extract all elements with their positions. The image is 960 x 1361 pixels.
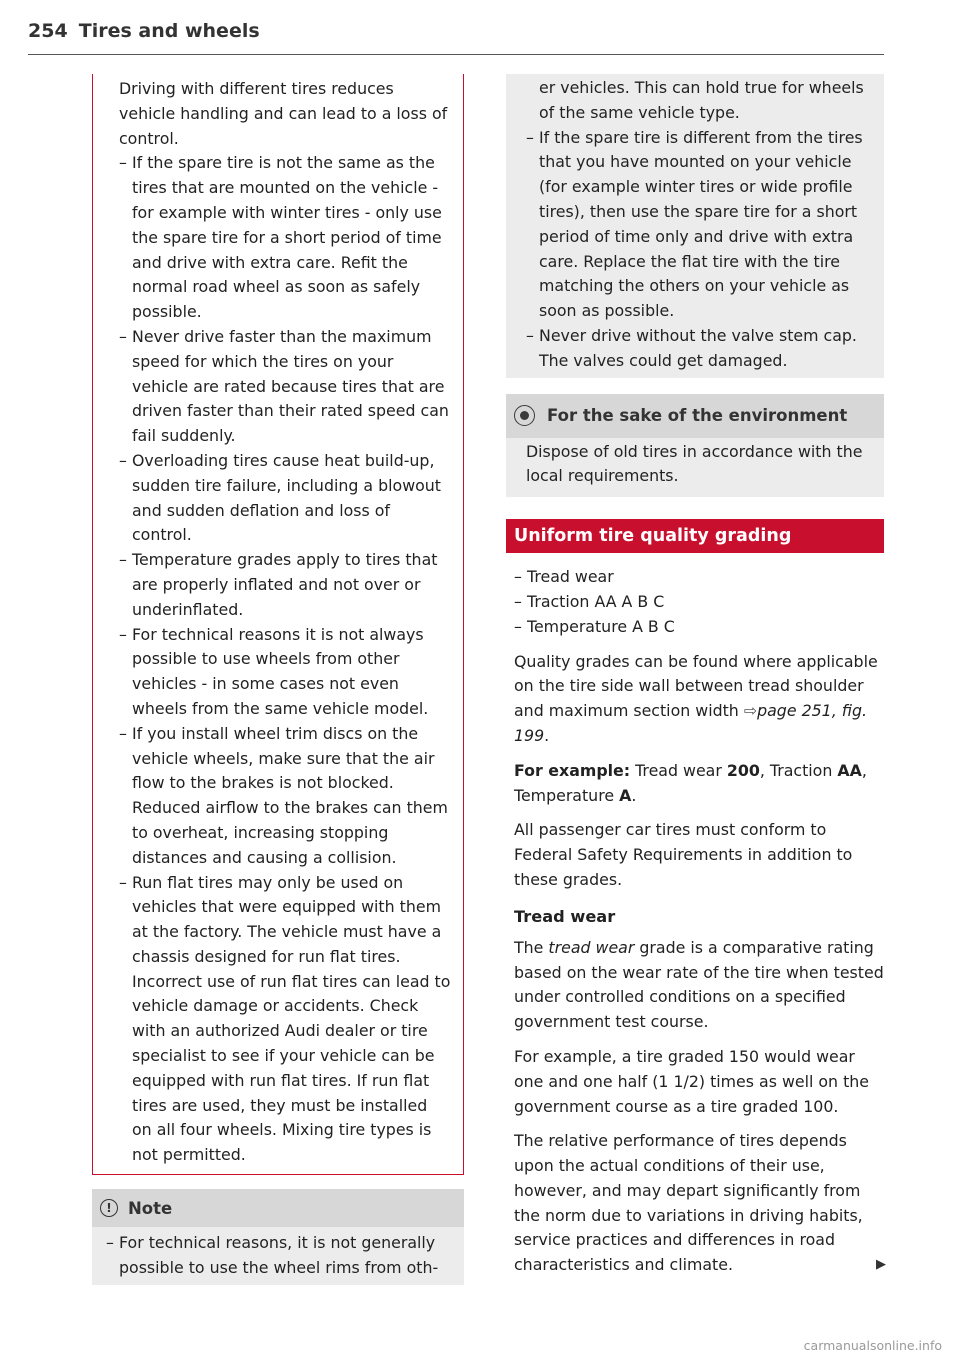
federal-paragraph: All passenger car tires must conform to Federal Safety Requirements in addition to these grades. xyxy=(514,820,853,889)
example-label: For example: xyxy=(514,760,631,780)
environment-icon xyxy=(514,405,535,426)
tread-wear-heading: Tread wear xyxy=(514,906,616,926)
warning-box xyxy=(92,74,464,1175)
note-label: Note xyxy=(128,1198,173,1218)
warning-item: – Overloading tires cause heat build-up, sudden tire failure, including a blowout and sudden deflation and loss of control. xyxy=(119,449,451,548)
warning-intro: Driving with different tires reduces vehicle handling and can lead to a loss of control. xyxy=(119,79,448,148)
tread-paragraph-3: The relative performance of tires depends upon the actual conditions of their use, however, and may depart significantly from the norm due to variations in driving habits, service practices and differences in road characteristics and climate. xyxy=(514,1131,863,1275)
note-item: – Never drive without the valve stem cap. The valves could get damaged. xyxy=(526,324,870,374)
left-column xyxy=(92,74,464,1285)
warning-item: – Run flat tires may only be used on vehicles that were equipped with them at the factory. The vehicle must have a chassis designed for run flat tires. Incorrect use of run flat tires can lead to vehicle damage or accidents. Check with an authorized Audi dealer or tire specialist to see if your vehicle can be equipped with run flat tires. If run flat tires are used, they must be installed on all four wheels. Mixing tire types is not permitted. xyxy=(119,871,451,1169)
watermark: carmanualsonline.info xyxy=(803,1338,942,1353)
page-reference[interactable]: page 251, fig. 199 xyxy=(514,701,868,745)
note-item: – For technical reasons, it is not generally possible to use the wheel rims from oth- xyxy=(106,1231,452,1281)
note-body xyxy=(92,1227,464,1285)
exclamation-glyph: ! xyxy=(106,1201,112,1216)
grade-item: – Tread wear xyxy=(514,565,884,590)
environment-body xyxy=(506,438,884,498)
warning-item: – For technical reasons it is not always possible to use wheels from other vehicles - in some cases not even wheels from the same vehicle model. xyxy=(119,623,451,722)
note-item: – If the spare tire is different from the tires that you have mounted on your vehicle (for example winter tires or wide profile tires), then use the spare tire for a short period of time only and drive with extra care. Replace the flat tire with the tire matching the others on your vehicle as soon as possible. xyxy=(526,126,870,324)
note-continued-text: er vehicles. This can hold true for wheels of the same vehicle type. xyxy=(539,78,864,122)
page-ref-arrow-icon: ⇨ xyxy=(743,701,758,721)
note-continuation xyxy=(506,74,884,378)
chapter-title: Tires and wheels xyxy=(78,20,260,42)
page-number: 254 xyxy=(28,20,68,42)
environment-text: Dispose of old tires in accordance with the local requirements. xyxy=(526,441,863,486)
page-header xyxy=(28,20,884,55)
grade-item: – Traction AA A B C xyxy=(514,590,884,615)
environment-label: For the sake of the environment xyxy=(547,406,848,426)
warning-item: – Temperature grades apply to tires that are properly inflated and not over or underinflated. xyxy=(119,548,451,622)
section-body xyxy=(506,565,884,1278)
quality-paragraph: Quality grades can be found where applicable on the tire side wall between tread shoulder and maximum section width ⇨page 251, fig. 199. xyxy=(514,651,878,745)
note-header xyxy=(92,1189,464,1227)
grade-item: – Temperature A B C xyxy=(514,615,884,640)
quality-text: Quality grades can be found where applicable on the tire side wall between tread shoulder and maximum section width xyxy=(514,651,878,721)
warning-item: – If the spare tire is not the same as the tires that are mounted on the vehicle - for example with winter tires - only use the spare tire for a short period of time and drive with extra care. Refit the normal road wheel as soon as safely possible. xyxy=(119,151,451,325)
warning-list xyxy=(119,151,451,1168)
tread-paragraph-1: The tread wear grade is a comparative rating based on the wear rate of the tire when tested under controlled conditions on a specified government test course. xyxy=(514,937,884,1032)
right-column xyxy=(506,74,884,1278)
grade-list xyxy=(514,565,884,639)
tread-paragraph-2: For example, a tire graded 150 would wear one and one half (1 1/2) times as well on the government course as a tire graded 100. xyxy=(514,1046,870,1116)
warning-item: – If you install wheel trim discs on the vehicle wheels, make sure that the air flow to the brakes is not blocked. Reduced airflow to the brakes can them to overheat, increasing stopping distances and causing a collision. xyxy=(119,722,451,871)
exclamation-icon xyxy=(100,1199,118,1217)
continue-arrow-icon: ▶ xyxy=(876,1257,886,1273)
section-title: Uniform tire quality grading xyxy=(506,519,884,553)
example-paragraph: For example: Tread wear 200, Traction AA, Temperature A. xyxy=(514,760,867,805)
warning-item: – Never drive faster than the maximum speed for which the tires on your vehicle are rated because tires that are driven faster than their rated speed can fail suddenly. xyxy=(119,325,451,449)
environment-header xyxy=(506,394,884,438)
